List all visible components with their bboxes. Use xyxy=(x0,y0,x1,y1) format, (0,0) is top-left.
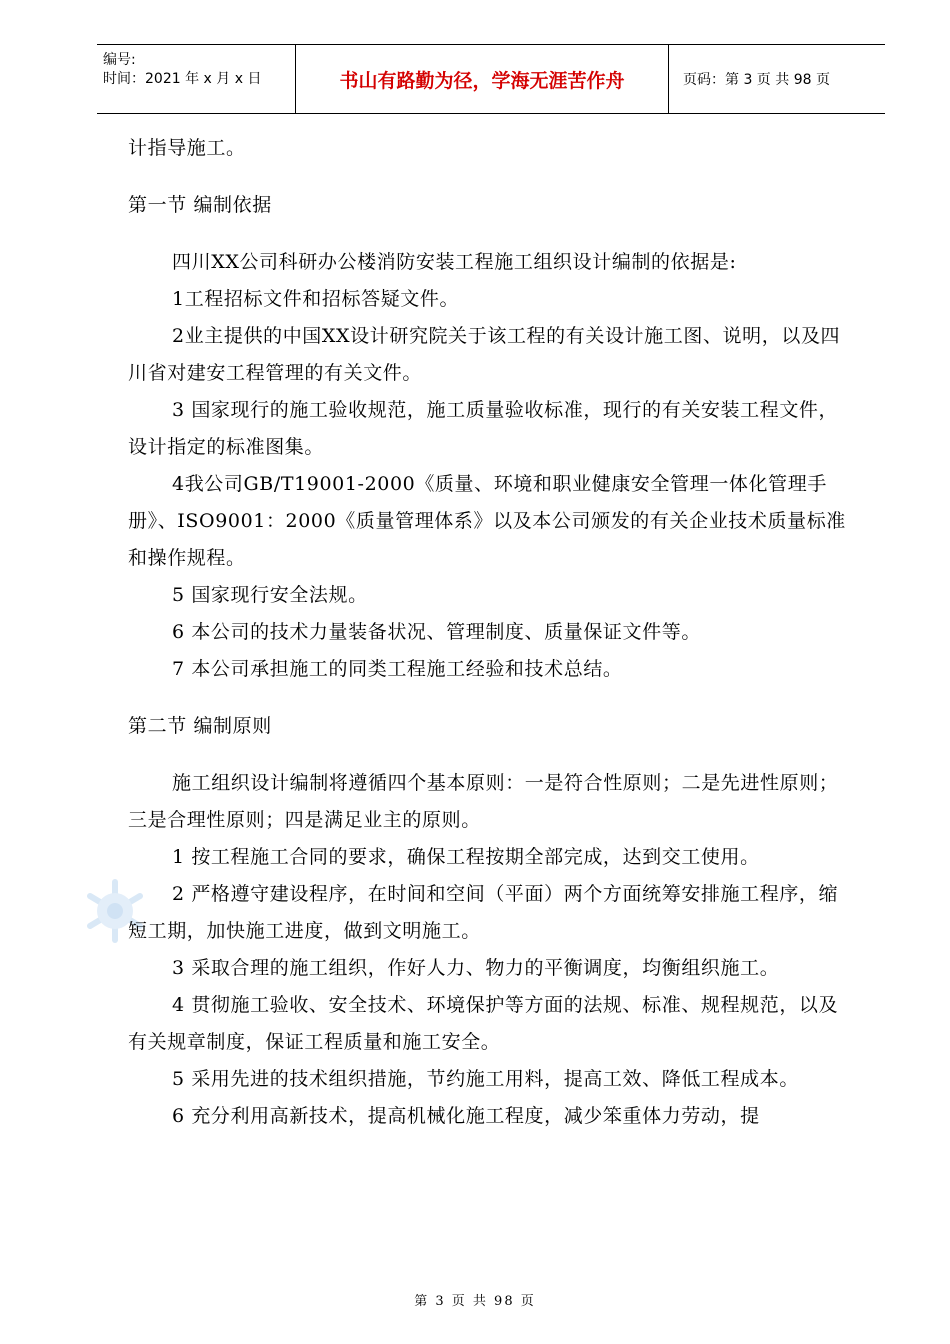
list-item: 6 本公司的技术力量装备状况、管理制度、质量保证文件等。 xyxy=(172,621,701,643)
list-item: 1工程招标文件和招标答疑文件。 xyxy=(172,288,460,310)
list-item: 2业主提供的中国XX设计研究院关于该工程的有关设计施工图、说明，以及四川省对建安工程管理的有关文件。 xyxy=(128,325,841,384)
list-item: 3 国家现行的施工验收规范，施工质量验收标准，现行的有关安装工程文件，设计指定的标准图集。 xyxy=(128,399,839,458)
section-heading-1: 第一节 编制依据 xyxy=(128,194,272,216)
page-header xyxy=(97,44,885,114)
list-item: 6 充分利用高新技术，提高机械化施工程度，减少笨重体力劳动，提 xyxy=(172,1105,760,1127)
document-body xyxy=(128,130,856,1135)
list-item: 3 采取合理的施工组织，作好人力、物力的平衡调度，均衡组织施工。 xyxy=(172,957,780,979)
header-time: 时间：2021 年 x 月 x 日 xyxy=(103,71,262,87)
section-heading-2: 第二节 编制原则 xyxy=(128,715,272,737)
list-item: 5 采用先进的技术组织措施，节约施工用料，提高工效、降低工程成本。 xyxy=(172,1068,799,1090)
header-meta xyxy=(97,45,296,113)
paragraph: 计指导施工。 xyxy=(128,137,246,159)
list-item: 1 按工程施工合同的要求，确保工程按期全部完成，达到交工使用。 xyxy=(172,846,760,868)
header-slogan: 书山有路勤为径，学海无涯苦作舟 xyxy=(296,45,669,113)
header-page-number: 页码：第 3 页 共 98 页 xyxy=(683,72,830,88)
list-item: 5 国家现行安全法规。 xyxy=(172,584,368,606)
paragraph: 四川XX公司科研办公楼消防安装工程施工组织设计编制的依据是: xyxy=(172,251,737,273)
list-item: 7 本公司承担施工的同类工程施工经验和技术总结。 xyxy=(172,658,623,680)
list-item: 2 严格遵守建设程序，在时间和空间（平面）两个方面统筹安排施工程序，缩短工期，加快施工进度，做到文明施工。 xyxy=(128,883,839,942)
page-footer: 第 3 页 共 98 页 xyxy=(414,1294,536,1309)
list-item: 4我公司GB/T19001-2000《质量、环境和职业健康安全管理一体化管理手册》、ISO9001：2000《质量管理体系》以及本公司颁发的有关企业技术质量标准和操作规程。 xyxy=(128,473,846,569)
paragraph: 施工组织设计编制将遵循四个基本原则：一是符合性原则；二是先进性原则；三是合理性原则；四是满足业主的原则。 xyxy=(128,772,839,831)
list-item: 4 贯彻施工验收、安全技术、环境保护等方面的法规、标准、规程规范，以及有关规章制度，保证工程质量和施工安全。 xyxy=(128,994,839,1053)
header-code-label: 编号: xyxy=(103,52,136,68)
